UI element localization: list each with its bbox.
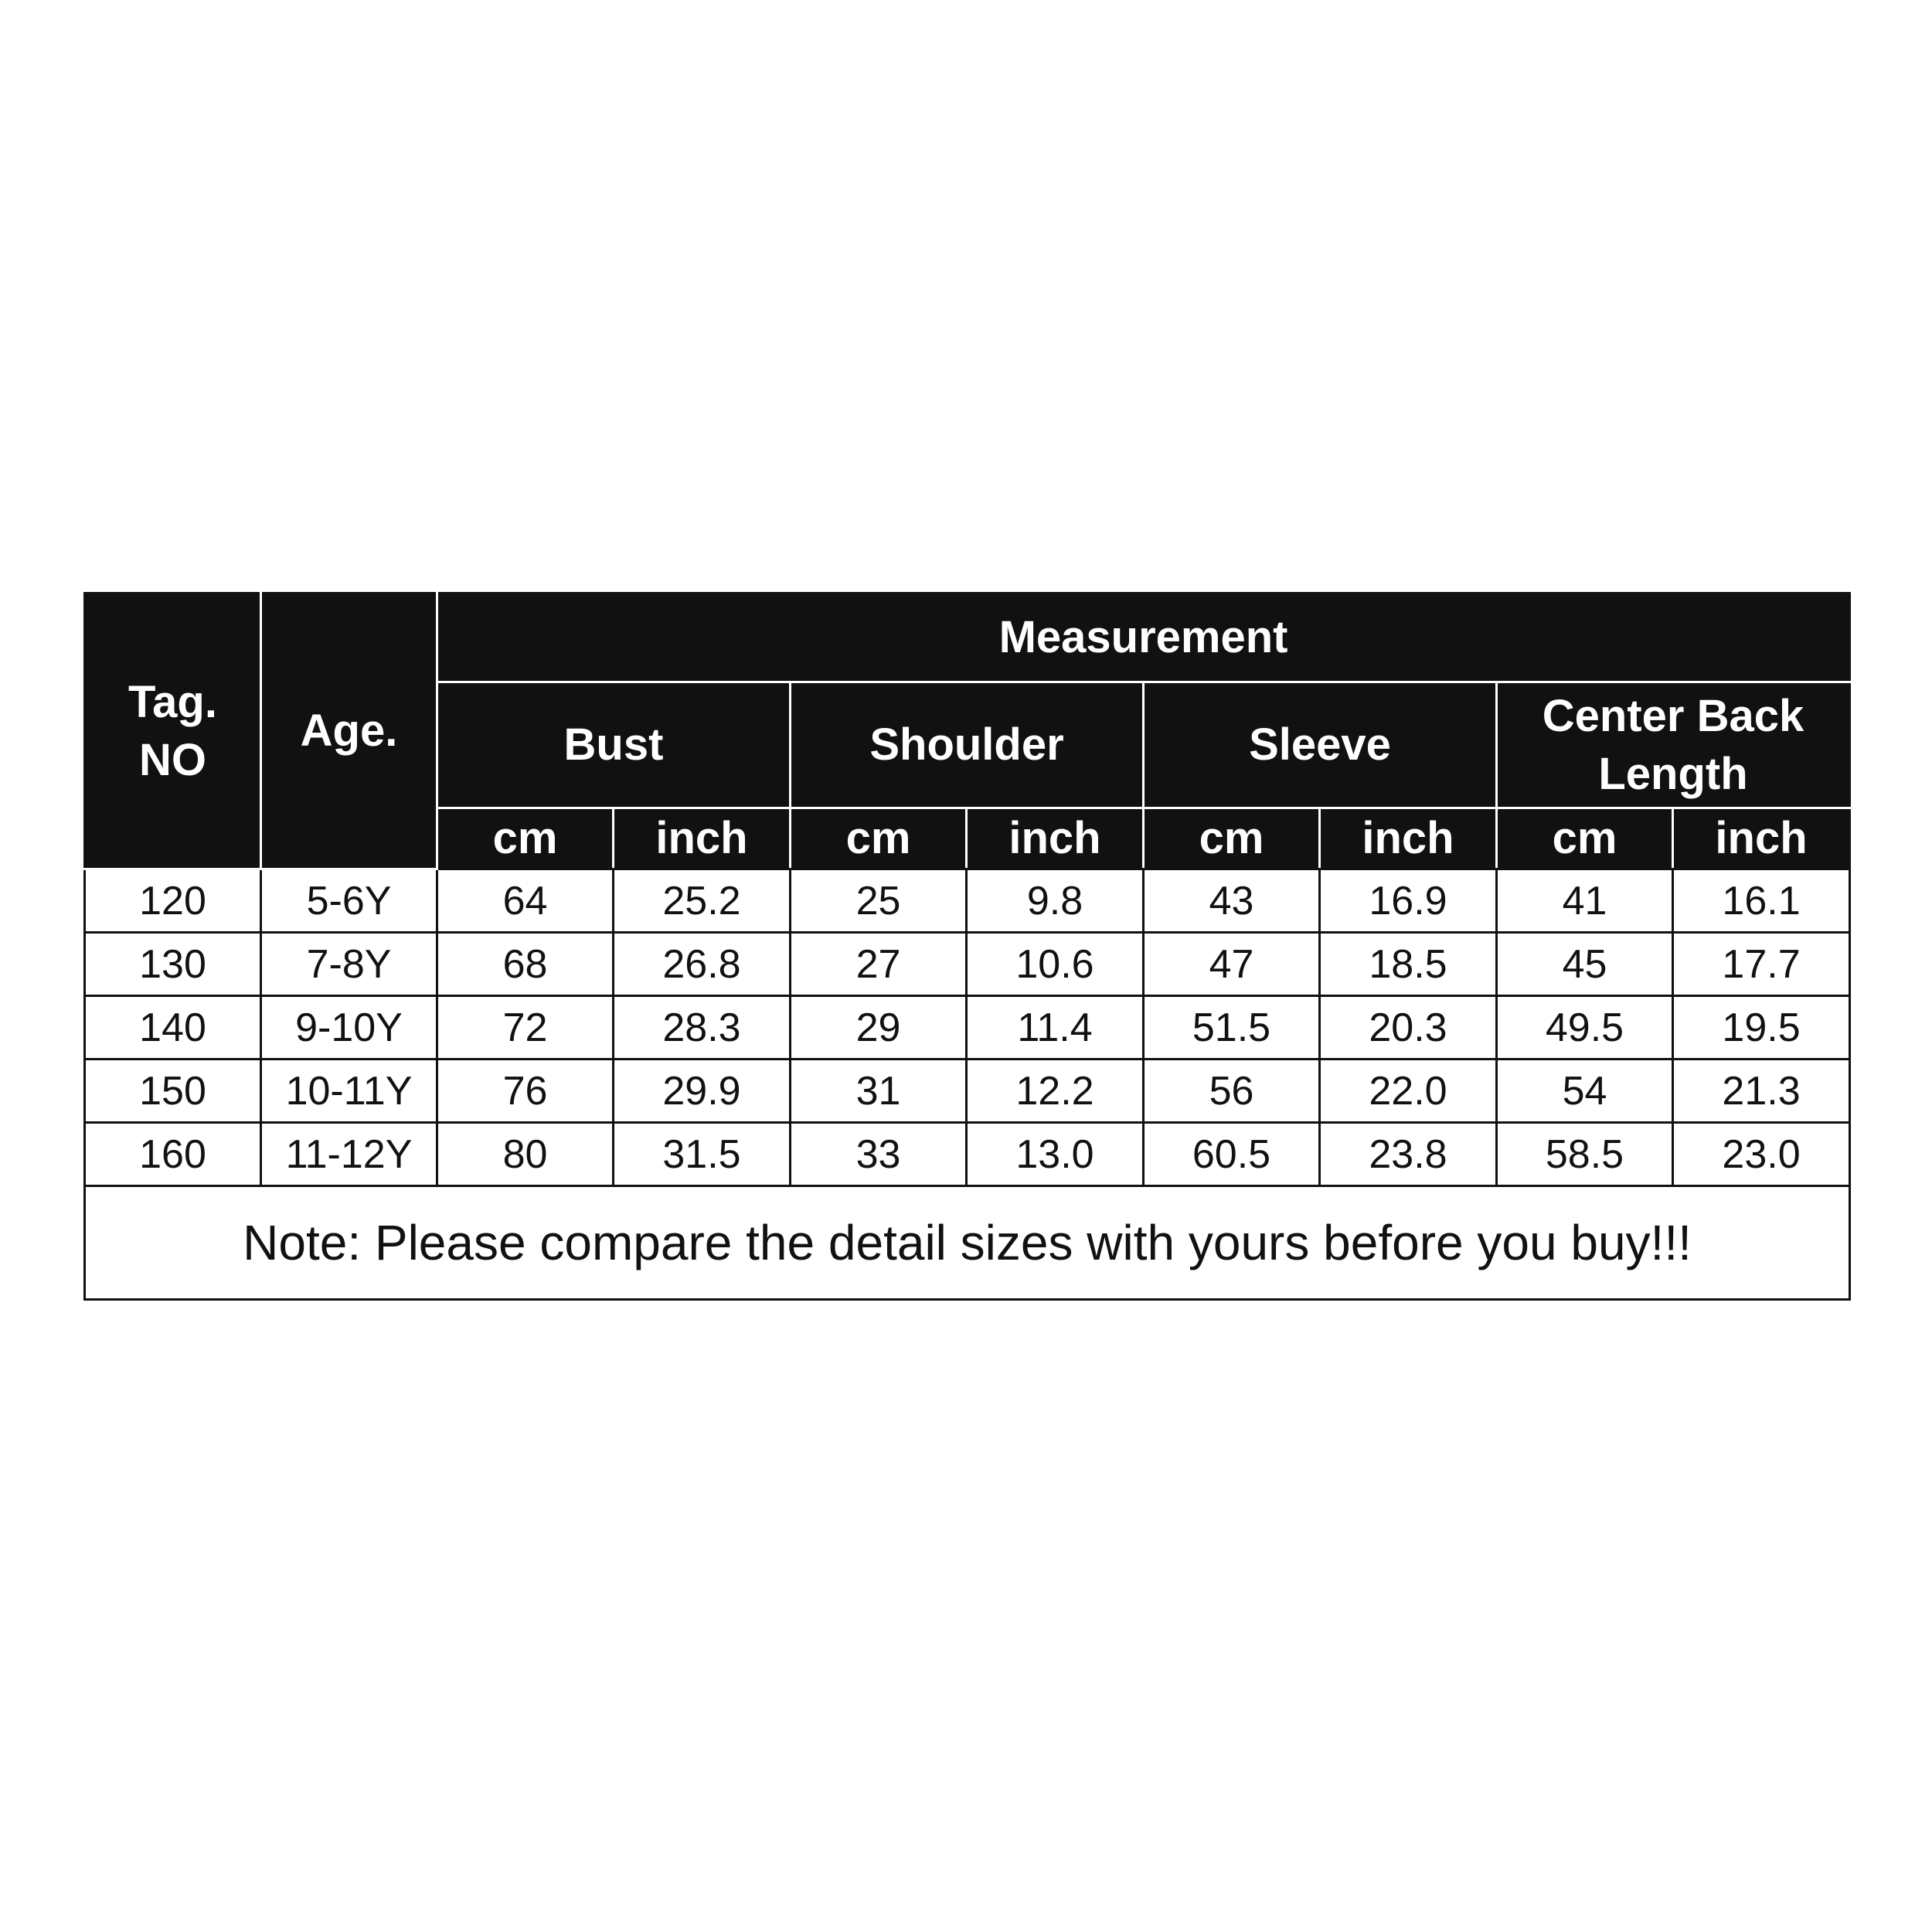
cell-shoulder-inch: 12.2 bbox=[967, 1060, 1144, 1123]
size-chart-table bbox=[83, 592, 1851, 1301]
header-group-center-back-length: Center Back Length bbox=[1497, 682, 1850, 808]
cell-tag-no: 150 bbox=[85, 1060, 261, 1123]
header-unit-cm: cm bbox=[1144, 808, 1320, 869]
cell-length-cm: 41 bbox=[1497, 869, 1673, 933]
header-unit-cm: cm bbox=[437, 808, 614, 869]
cell-bust-cm: 64 bbox=[437, 869, 614, 933]
note-row bbox=[85, 1186, 1850, 1300]
header-measurement: Measurement bbox=[437, 594, 1850, 682]
cell-bust-cm: 80 bbox=[437, 1123, 614, 1186]
cell-length-cm: 58.5 bbox=[1497, 1123, 1673, 1186]
cell-sleeve-inch: 22.0 bbox=[1320, 1060, 1497, 1123]
cell-tag-no: 120 bbox=[85, 869, 261, 933]
cell-age: 7-8Y bbox=[261, 933, 437, 996]
cell-bust-inch: 28.3 bbox=[614, 996, 791, 1060]
cell-shoulder-cm: 25 bbox=[791, 869, 967, 933]
cell-age: 11-12Y bbox=[261, 1123, 437, 1186]
header-unit-inch: inch bbox=[1320, 808, 1497, 869]
cell-sleeve-cm: 43 bbox=[1144, 869, 1320, 933]
header-unit-inch: inch bbox=[614, 808, 791, 869]
table-row bbox=[85, 1123, 1850, 1186]
cell-length-inch: 17.7 bbox=[1673, 933, 1850, 996]
cell-sleeve-cm: 47 bbox=[1144, 933, 1320, 996]
cell-sleeve-cm: 51.5 bbox=[1144, 996, 1320, 1060]
header-unit-cm: cm bbox=[791, 808, 967, 869]
cell-shoulder-cm: 29 bbox=[791, 996, 967, 1060]
cell-tag-no: 140 bbox=[85, 996, 261, 1060]
cell-sleeve-cm: 56 bbox=[1144, 1060, 1320, 1123]
cell-age: 9-10Y bbox=[261, 996, 437, 1060]
header-unit-cm: cm bbox=[1497, 808, 1673, 869]
cell-shoulder-inch: 11.4 bbox=[967, 996, 1144, 1060]
header-tag-no: Tag. NO bbox=[85, 594, 261, 869]
cell-tag-no: 160 bbox=[85, 1123, 261, 1186]
table-row bbox=[85, 996, 1850, 1060]
table-row bbox=[85, 933, 1850, 996]
header-age: Age. bbox=[261, 594, 437, 869]
cell-sleeve-inch: 18.5 bbox=[1320, 933, 1497, 996]
header-group-shoulder: Shoulder bbox=[791, 682, 1144, 808]
cell-shoulder-cm: 31 bbox=[791, 1060, 967, 1123]
header-group-sleeve: Sleeve bbox=[1144, 682, 1497, 808]
cell-shoulder-cm: 27 bbox=[791, 933, 967, 996]
cell-shoulder-inch: 10.6 bbox=[967, 933, 1144, 996]
cell-sleeve-inch: 23.8 bbox=[1320, 1123, 1497, 1186]
cell-length-cm: 54 bbox=[1497, 1060, 1673, 1123]
cell-bust-cm: 68 bbox=[437, 933, 614, 996]
cell-tag-no: 130 bbox=[85, 933, 261, 996]
table-row bbox=[85, 1060, 1850, 1123]
cell-length-cm: 49.5 bbox=[1497, 996, 1673, 1060]
header-unit-inch: inch bbox=[1673, 808, 1850, 869]
cell-length-inch: 23.0 bbox=[1673, 1123, 1850, 1186]
cell-bust-inch: 31.5 bbox=[614, 1123, 791, 1186]
cell-age: 10-11Y bbox=[261, 1060, 437, 1123]
cell-age: 5-6Y bbox=[261, 869, 437, 933]
cell-sleeve-inch: 20.3 bbox=[1320, 996, 1497, 1060]
size-note: Note: Please compare the detail sizes with yours before you buy!!! bbox=[85, 1186, 1850, 1300]
cell-bust-inch: 25.2 bbox=[614, 869, 791, 933]
cell-bust-cm: 76 bbox=[437, 1060, 614, 1123]
cell-bust-inch: 26.8 bbox=[614, 933, 791, 996]
cell-bust-cm: 72 bbox=[437, 996, 614, 1060]
header-row-measurement bbox=[85, 594, 1850, 682]
cell-bust-inch: 29.9 bbox=[614, 1060, 791, 1123]
cell-length-inch: 19.5 bbox=[1673, 996, 1850, 1060]
cell-shoulder-cm: 33 bbox=[791, 1123, 967, 1186]
table-row bbox=[85, 869, 1850, 933]
cell-shoulder-inch: 13.0 bbox=[967, 1123, 1144, 1186]
cell-shoulder-inch: 9.8 bbox=[967, 869, 1144, 933]
cell-length-cm: 45 bbox=[1497, 933, 1673, 996]
cell-sleeve-inch: 16.9 bbox=[1320, 869, 1497, 933]
cell-length-inch: 21.3 bbox=[1673, 1060, 1850, 1123]
cell-sleeve-cm: 60.5 bbox=[1144, 1123, 1320, 1186]
cell-length-inch: 16.1 bbox=[1673, 869, 1850, 933]
header-unit-inch: inch bbox=[967, 808, 1144, 869]
header-group-bust: Bust bbox=[437, 682, 791, 808]
